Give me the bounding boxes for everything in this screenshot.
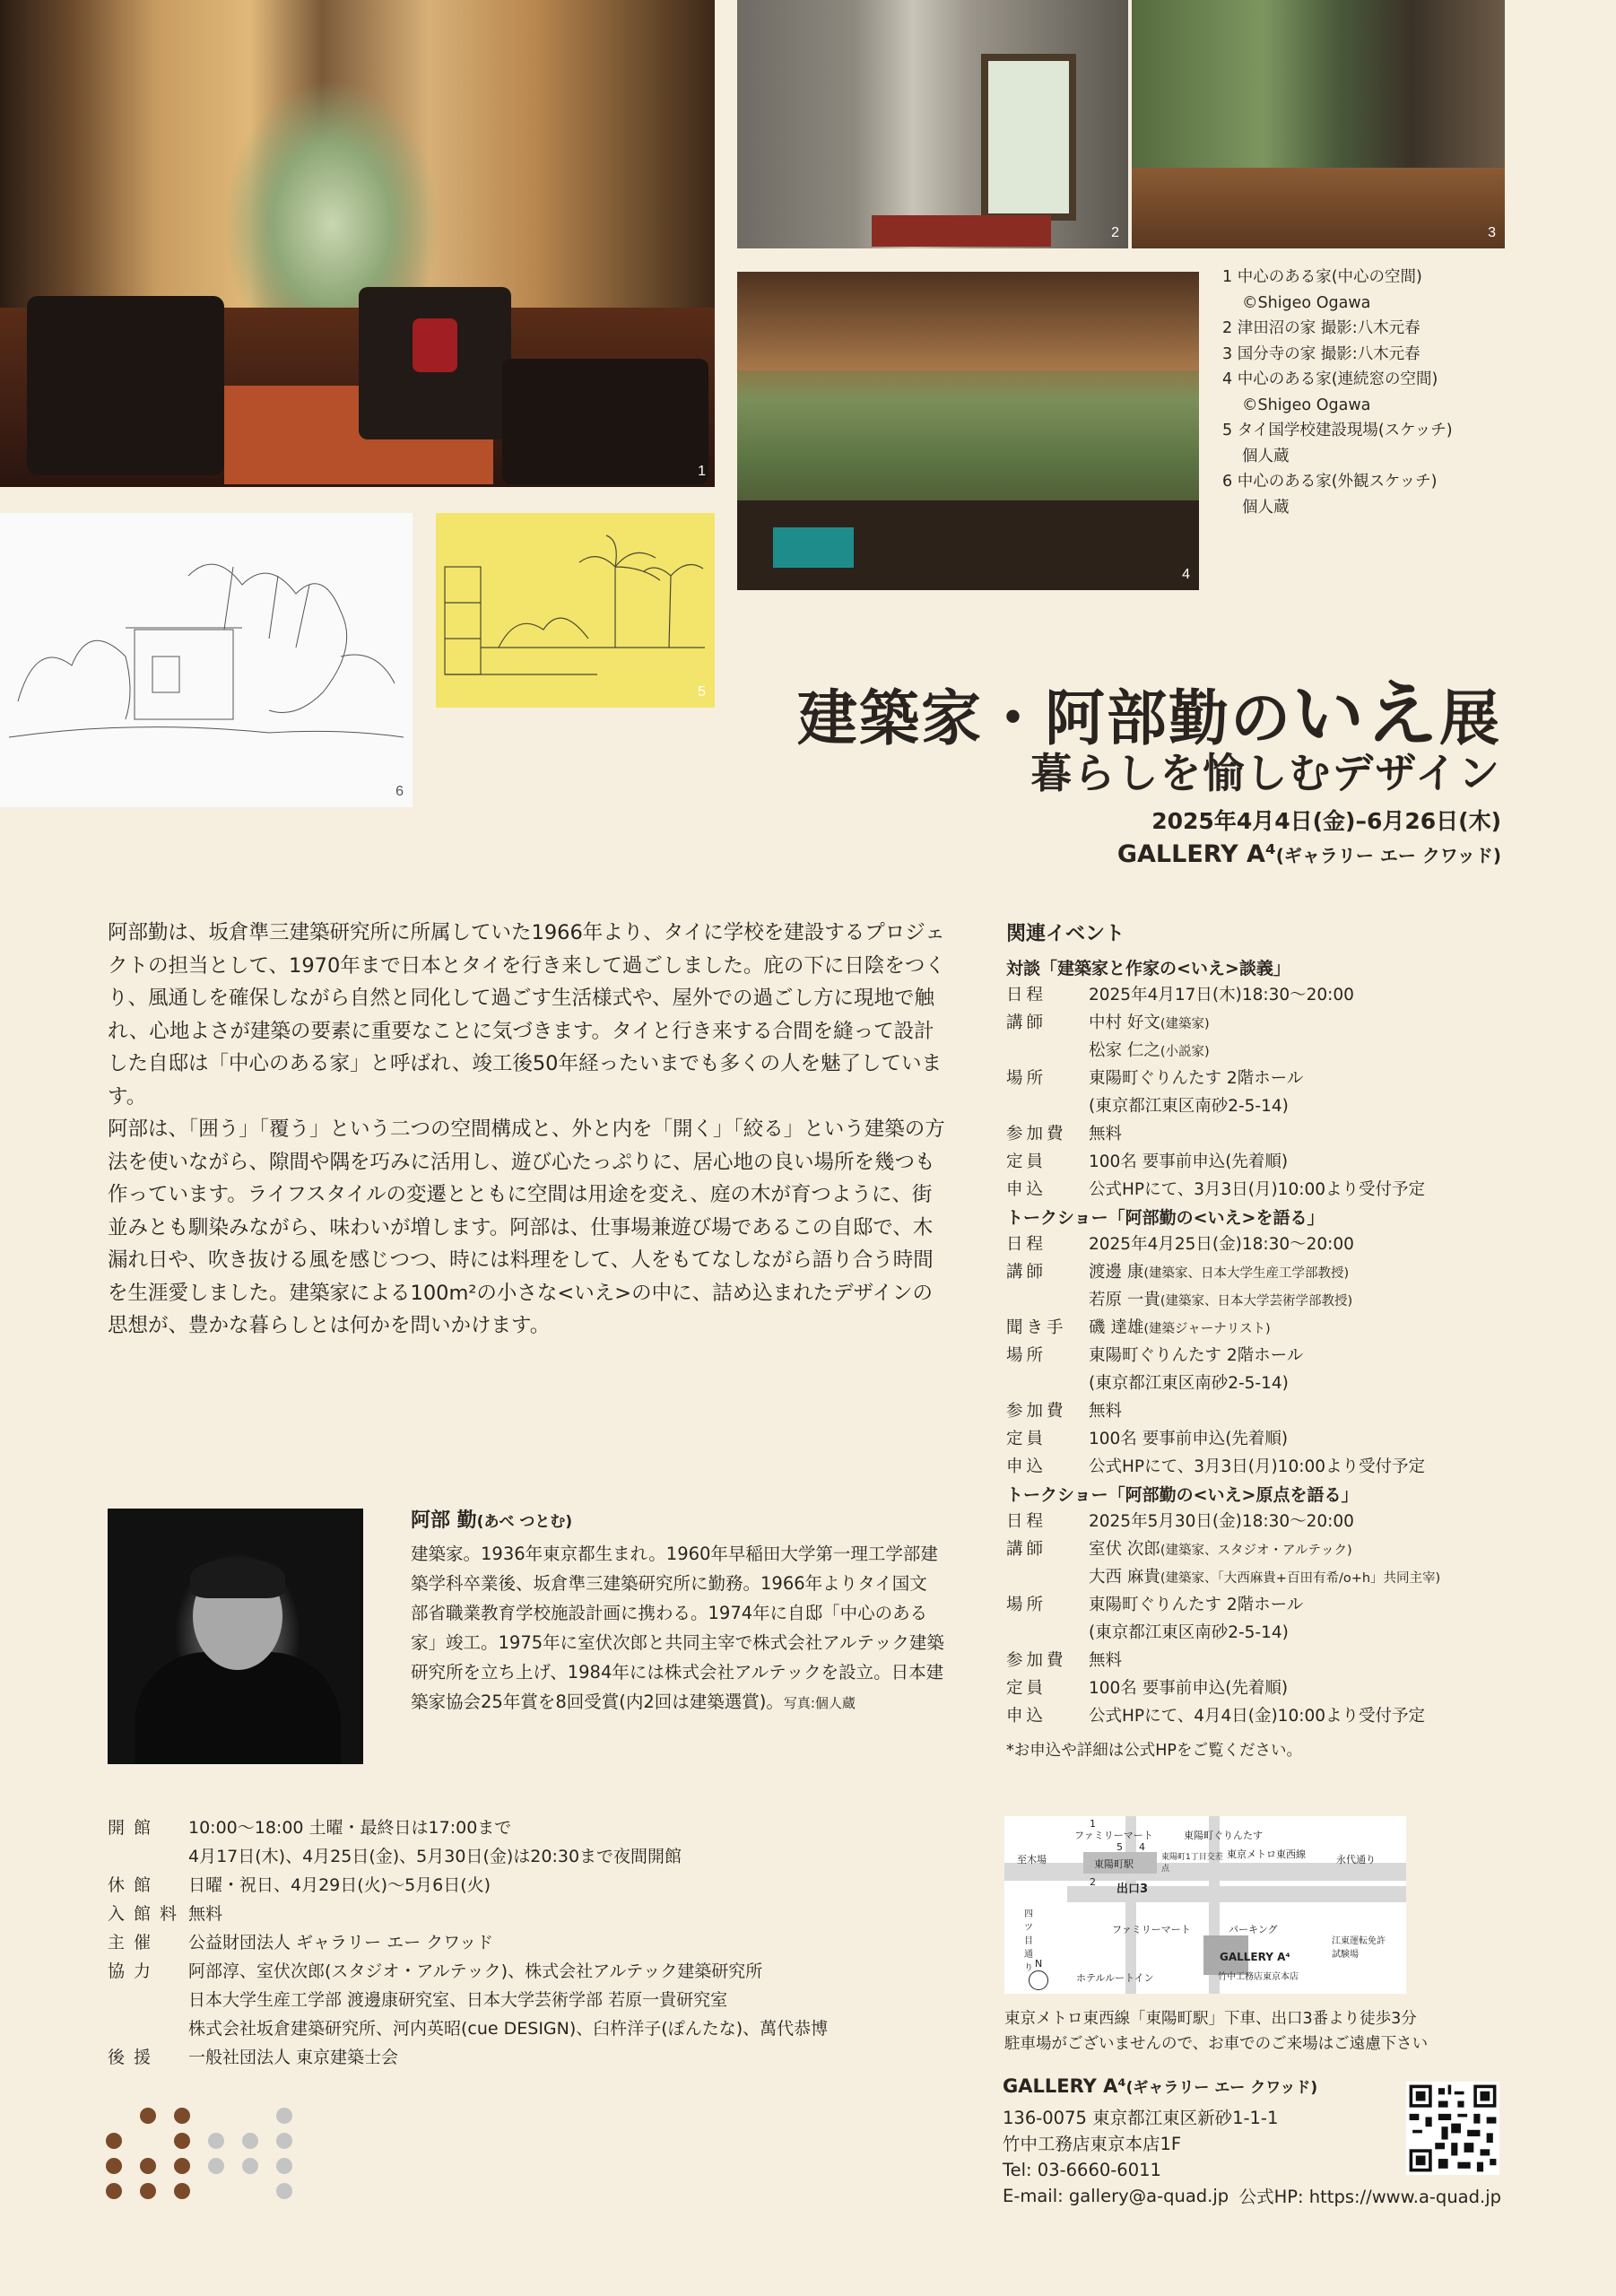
event-detail-text: 室伏 次郎 [1089,1540,1160,1559]
official-website[interactable]: 公式HP: https://www.a-quad.jp [1238,2187,1501,2207]
event-detail-text: 磯 達雄 [1089,1318,1144,1337]
photo-number: 3 [1488,225,1496,240]
info-label: 主催 [108,1933,161,1952]
event-detail-label: 講師 [1006,1263,1047,1282]
event-detail-label: 日程 [1006,1235,1047,1254]
logo-dot [242,2158,258,2174]
event-detail-value [1089,1675,1508,1703]
event-detail-row [1006,1648,1508,1675]
event-detail-row [1006,1426,1508,1454]
info-row [108,2043,915,2072]
info-label: 協力 [108,1961,161,1981]
caption-5-credit: 個人蔵 [1242,447,1290,465]
event-detail-label [1006,1564,1089,1592]
info-value: 株式会社坂倉建築研究所、河内英昭(cue DESIGN)、臼杵洋子(ぽんたな)、萬代恭博 [188,2019,829,2039]
map-label-gallery: GALLERY A⁴ [1220,1951,1290,1963]
event-detail-row [1006,1315,1508,1343]
info-row [108,2014,915,2043]
event-detail-value [1089,1315,1508,1343]
event-detail-row [1006,1093,1508,1121]
event-detail-text: 渡邊 康 [1089,1263,1144,1282]
event-detail-text: 100名 要事前申込(先着順) [1089,1430,1289,1448]
access-line-1: 東京メトロ東西線「東陽町駅」下車、出口3番より徒歩3分 [1004,2010,1417,2028]
info-value: 無料 [188,1904,223,1924]
event-detail-value [1089,1564,1508,1592]
event-detail-value [1089,1287,1508,1315]
logo-dot [208,2133,224,2149]
event-title: トークショー「阿部勤の<いえ>原点を語る」 [1006,1485,1359,1505]
event-detail-row [1006,1149,1508,1177]
event-detail-row [1006,982,1508,1010]
event-detail-label: 講師 [1006,1540,1047,1559]
intro-paragraph-1: 阿部勤は、坂倉準三建築研究所に所属していた1966年より、タイに学校を建設するプロジェクトの担当として、1970年まで日本とタイを行き来して過ごしました。庇の下に日陰をつくり、風通しを確保しながら自然と同化して過ごす生活様式や、屋外での過ごし方に現地で触れ、心地よさが建築の要素に重要なことに気づきます。タイと行き来する合間を縫って設計した自邸は「中心のある家」と呼ばれ、竣工後50年経ったいまでも多くの人を魅了しています。 [108,921,945,1109]
exhibition-info [108,1813,915,2072]
map-label-hotel: ホテルルートイン [1076,1972,1154,1984]
events-list [1006,955,1508,1731]
sketch-drawing [436,513,715,708]
event-detail-row [1006,1398,1508,1426]
logo-dot [174,2108,190,2124]
event-detail-value [1089,1454,1508,1482]
event-detail-row [1006,1177,1508,1205]
event-detail-text: 中村 好文 [1089,1013,1160,1032]
photo-number: 6 [395,784,404,799]
info-value: 一般社団法人 東京建築士会 [188,2048,399,2067]
event-detail-text: 無料 [1089,1125,1123,1144]
event-detail-value [1089,1121,1508,1149]
access-line-2: 駐車場がございませんので、お車でのご来場はご遠慮下さい [1004,2035,1429,2053]
event-detail-value [1089,1259,1508,1287]
event-detail-label: 講師 [1006,1013,1047,1032]
event-detail-label: 場所 [1006,1596,1047,1614]
event-detail-text: 2025年5月30日(金)18:30〜20:00 [1089,1512,1354,1531]
logo-dot [276,2158,292,2174]
event-detail-label [1006,1370,1089,1398]
event-title: トークショー「阿部勤の<いえ>を語る」 [1006,1208,1325,1228]
caption-3: 3 国分寺の家 撮影:八木元春 [1222,344,1421,363]
event-detail-text: 2025年4月17日(木)18:30〜20:00 [1089,986,1354,1004]
event-detail-row [1006,1675,1508,1703]
event-detail-row [1006,1454,1508,1482]
event-detail-row [1006,1287,1508,1315]
event-detail-row [1006,1010,1508,1038]
event-detail-row [1006,1536,1508,1564]
event-detail-label: 日程 [1006,986,1047,1004]
event-detail-value [1089,1343,1508,1370]
profile-bio-text: 建築家。1936年東京都生まれ。1960年早稲田大学第一理工学部建築学科卒業後、坂倉準三建築研究所に勤務。1966年よりタイ国文部省職業教育学校施設計画に携わる。1974年に自邸「中心のある家」竣工。1975年に室伏次郎と共同主宰で株式会社アルテック建築研究所を立ち上げ、1984年には株式会社アルテックを設立。日本建築家協会25年賞を8回受賞(内2回は建築選賞)。 [411,1544,944,1712]
event-detail-value [1089,1149,1508,1177]
info-row [108,1957,915,1986]
map-label-famima-2: ファミリーマート [1112,1924,1191,1935]
event-detail-row [1006,1592,1508,1620]
info-row [108,1813,915,1842]
photo-number: 4 [1182,567,1190,582]
map-label-kiba: 至木場 [1017,1854,1047,1866]
info-row [108,1871,915,1900]
event-detail-row [1006,1065,1508,1093]
intro-text [108,917,951,1343]
info-row [108,1986,915,2014]
event-detail-text: 若原 一貴 [1089,1291,1160,1309]
caption-4-credit: ©Shigeo Ogawa [1242,396,1371,414]
photo-number: 2 [1111,225,1119,240]
caption-5: 5 タイ国学校建設現場(スケッチ) [1222,422,1453,439]
event-detail-value [1089,1592,1508,1620]
event-detail-label: 申込 [1006,1180,1047,1199]
logo-dot [276,2183,292,2199]
access-text [1004,2006,1428,2057]
map-north: N [1035,1958,1043,1970]
event-detail-label [1006,1038,1089,1065]
event-detail-value [1089,1177,1508,1205]
logo-dot [174,2183,190,2199]
event-detail-value [1089,1398,1508,1426]
event-detail-text: (東京都江東区南砂2-5-14) [1089,1374,1289,1393]
info-label: 入館料 [108,1904,187,1924]
event-detail-row [1006,1564,1508,1592]
event-detail-text: 無料 [1089,1402,1123,1421]
info-value: 阿部淳、室伏次郎(スタジオ・アルテック)、株式会社アルテック建築研究所 [188,1961,763,1981]
info-label [108,1842,188,1871]
event-detail-label [1006,1287,1089,1315]
event-detail-row [1006,1231,1508,1259]
map-num-4: 4 [1139,1841,1145,1853]
event-detail-row [1006,1509,1508,1536]
title-part-2: いえ [1292,673,1439,756]
event-detail-value [1089,1231,1508,1259]
info-value: 4月17日(木)、4月25日(金)、5月30日(金)は20:30まで夜間開館 [188,1847,682,1866]
photo-number: 5 [698,684,706,700]
info-value: 公益財団法人 ギャラリー エー クワッド [188,1933,494,1952]
caption-1: 1 中心のある家(中心の空間) [1222,268,1422,286]
portrait-photo [108,1509,363,1764]
venue-name: GALLERY A⁴ [1116,840,1276,868]
intro-paragraph-2: 阿部は、「囲う」「覆う」という二つの空間構成と、外と内を「開く」「絞る」という建築の方法を使いながら、隙間や隅を巧みに活用し、遊び心たっぷりに、居心地の良い場所を幾つも作っています。ライフスタイルの変遷とともに空間は用途を変え、庭の木が育つように、街並みとも馴染みながら、味わいが増します。阿部は、仕事場兼遊び場であるこの自邸で、木漏れ日や、吹き抜ける風を感じつつ、時には料理をして、人をもてなしながら語り合う時間を生涯愛しました。建築家による100m²の小さな<いえ>の中に、詰め込まれたデザインの思想が、豊かな暮らしとは何かを問いかけます。 [108,1118,945,1337]
map-label-famima-1: ファミリーマート [1074,1830,1153,1841]
info-label [108,2014,188,2043]
info-label: 休館 [108,1875,161,1895]
map-num-2: 2 [1090,1876,1096,1888]
compass-icon [1029,1970,1048,1990]
event-detail-row [1006,1703,1508,1731]
info-label [108,1986,188,2014]
event-detail-text: 公式HPにて、3月3日(月)10:00より受付予定 [1089,1180,1425,1199]
events-note: *お申込や詳細は公式HPをご覧ください。 [1006,1742,1302,1760]
event-detail-text: 2025年4月25日(金)18:30〜20:00 [1089,1235,1354,1254]
logo-dot [276,2108,292,2124]
info-row [108,1928,915,1957]
venue-kana: (ギャラリー エー クワッド) [1275,845,1501,866]
event-detail-text: 公式HPにて、4月4日(金)10:00より受付予定 [1089,1707,1425,1726]
event-detail-text: 公式HPにて、3月3日(月)10:00より受付予定 [1089,1457,1425,1476]
exhibition-dates: 2025年4月4日(金)–6月26日(木) [1151,808,1501,834]
photo-kokubunji-house [1132,0,1505,248]
photo-tsudanuma-house [737,0,1128,248]
logo-dot [140,2108,156,2124]
event-detail-label: 参加費 [1006,1402,1067,1421]
caption-6-credit: 個人蔵 [1242,498,1290,517]
address-line-2: 竹中工務店東京本店1F [1003,2134,1182,2154]
photo-window-space [737,272,1199,590]
event-detail-value [1089,1010,1508,1038]
logo-dot [140,2183,156,2199]
event-detail-row [1006,1620,1508,1648]
event-detail-value [1089,1370,1508,1398]
qr-code-icon[interactable] [1406,2082,1499,2175]
caption-1-credit: ©Shigeo Ogawa [1242,293,1371,312]
info-value: 日本大学生産工学部 渡邊康研究室、日本大学芸術学部 若原一貴研究室 [188,1990,728,2010]
gallery-name [1003,2074,1317,2097]
map-label-parking: パーキング [1229,1924,1278,1935]
event-detail-text: 東陽町ぐりんたす 2階ホール [1089,1596,1304,1614]
event-detail-label: 場所 [1006,1069,1047,1088]
event-detail-text: (東京都江東区南砂2-5-14) [1089,1097,1289,1116]
event-detail-text: 無料 [1089,1651,1123,1670]
address-line-1: 136-0075 東京都江東区新砂1-1-1 [1003,2108,1279,2128]
event-detail-row [1006,1121,1508,1149]
profile-name-text: 阿部 勤 [411,1509,477,1532]
map-label-exit: 出口3 [1116,1883,1149,1896]
info-row [108,1842,915,1871]
profile-photo-credit: 写真:個人蔵 [783,1695,856,1711]
event-detail-value [1089,1065,1508,1093]
event-detail-value [1089,1648,1508,1675]
logo-dot [140,2158,156,2174]
caption-4: 4 中心のある家(連続窓の空間) [1222,370,1438,388]
map-label-yotsume: 四ツ目通り [1024,1909,1033,1973]
exhibition-subtitle: 暮らしを愉しむデザイン [1030,749,1501,797]
photo-living-space [0,0,715,487]
logo-dot [106,2133,122,2149]
logo-dot [276,2133,292,2149]
event-detail-row [1006,1343,1508,1370]
logo-dot [208,2158,224,2174]
caption-6: 6 中心のある家(外観スケッチ) [1222,473,1438,491]
photo-number: 1 [698,464,706,479]
event-detail-value [1089,1093,1508,1121]
gallery-name-kana: (ギャラリー エー クワッド) [1125,2079,1318,2097]
event-detail-row [1006,1038,1508,1065]
map-label-takenaka: 竹中工務店東京本店 [1218,1972,1299,1982]
event-detail-label: 聞き手 [1006,1318,1067,1337]
event-detail-label: 定員 [1006,1152,1047,1171]
event-detail-row [1006,1370,1508,1398]
event-detail-value [1089,1620,1508,1648]
map-label-crossing: 東陽町1丁目交差点 [1161,1853,1223,1874]
info-value: 日曜・祝日、4月29日(火)〜5月6日(火) [188,1875,491,1895]
map-label-station: 東陽町駅 [1094,1858,1134,1870]
gallery-address [1003,2105,1278,2209]
info-label: 開館 [108,1818,161,1838]
event-detail-text: 東陽町ぐりんたす 2階ホール [1089,1346,1304,1365]
event-detail-label: 申込 [1006,1457,1047,1476]
event-detail-text: 大西 麻貴 [1089,1568,1160,1587]
event-detail-value [1089,1536,1508,1564]
logo-dot [106,2158,122,2174]
event-detail-label [1006,1620,1089,1648]
event-detail-value [1089,1038,1508,1065]
event-detail-value [1089,1703,1508,1731]
event-detail-note: (小説家) [1160,1045,1210,1059]
profile-bio [411,1539,944,1718]
phone-number: Tel: 03-6660-6011 [1003,2160,1161,2180]
events-heading: 関連イベント [1006,923,1125,945]
map-num-1: 1 [1090,1818,1096,1830]
sketch-thai-school [436,513,715,708]
event-detail-label [1006,1093,1089,1121]
event-detail-label: 定員 [1006,1430,1047,1448]
event-detail-label: 参加費 [1006,1651,1067,1670]
caption-2: 2 津田沼の家 撮影:八木元春 [1222,319,1421,337]
sketch-house-exterior [0,513,413,807]
map-label-koto: 江東運転免許試験場 [1332,1936,1386,1960]
event-detail-label: 場所 [1006,1346,1047,1365]
photo-captions [1222,265,1453,520]
sketch-drawing [0,513,413,807]
event-detail-note: (建築家) [1160,1017,1210,1031]
event-detail-note: (建築家、日本大学生産工学部教授) [1143,1266,1350,1281]
exhibition-venue [1117,840,1501,868]
logo-dot [174,2158,190,2174]
event-detail-text: 東陽町ぐりんたす 2階ホール [1089,1069,1304,1088]
event-detail-row [1006,1259,1508,1287]
logo-dot [106,2183,122,2199]
profile-name [411,1505,572,1533]
event-detail-note: (建築ジャーナリスト) [1143,1322,1271,1336]
title-part-1: 建築家・阿部勤の [797,683,1292,753]
logo-dot [242,2133,258,2149]
event-detail-note: (建築家、スタジオ・アルテック) [1160,1544,1352,1558]
map-label-eitai: 永代通り [1336,1854,1376,1866]
logo-dot [174,2133,190,2149]
event-detail-note: (建築家、「大西麻貴+百田有希/o+h」共同主宰) [1160,1571,1441,1586]
event-detail-text: 100名 要事前申込(先着順) [1089,1679,1289,1698]
event-detail-value [1089,1426,1508,1454]
event-detail-value [1089,1509,1508,1536]
map-label-gurintasu: 東陽町ぐりんたす [1184,1830,1263,1841]
map-num-5: 5 [1116,1841,1123,1853]
info-row [108,1900,915,1928]
access-map [1004,1816,1406,1994]
gallery-name-text: GALLERY A⁴ [1003,2075,1126,2097]
event-detail-text: 100名 要事前申込(先着順) [1089,1152,1289,1171]
event-title: 対談「建築家と作家の<いえ>談義」 [1006,959,1290,978]
event-detail-text: 松家 仁之 [1089,1041,1160,1060]
email-address[interactable]: E-mail: gallery@a-quad.jp [1003,2186,1229,2206]
event-detail-text: (東京都江東区南砂2-5-14) [1089,1623,1289,1642]
title-part-3: 展 [1439,683,1501,753]
event-detail-label: 日程 [1006,1512,1047,1531]
related-events [1006,918,1508,1761]
info-value: 10:00〜18:00 土曜・最終日は17:00まで [188,1818,512,1838]
profile-kana: (あべ つとむ) [476,1513,573,1531]
event-detail-value [1089,982,1508,1010]
info-label: 後援 [108,2048,161,2067]
event-detail-note: (建築家、日本大学芸術学部教授) [1160,1294,1353,1309]
event-detail-label: 定員 [1006,1679,1047,1698]
event-detail-label: 申込 [1006,1707,1047,1726]
gallery-logo [106,2108,308,2206]
event-detail-label: 参加費 [1006,1125,1067,1144]
map-label-metro: 東京メトロ東西線 [1227,1848,1306,1860]
